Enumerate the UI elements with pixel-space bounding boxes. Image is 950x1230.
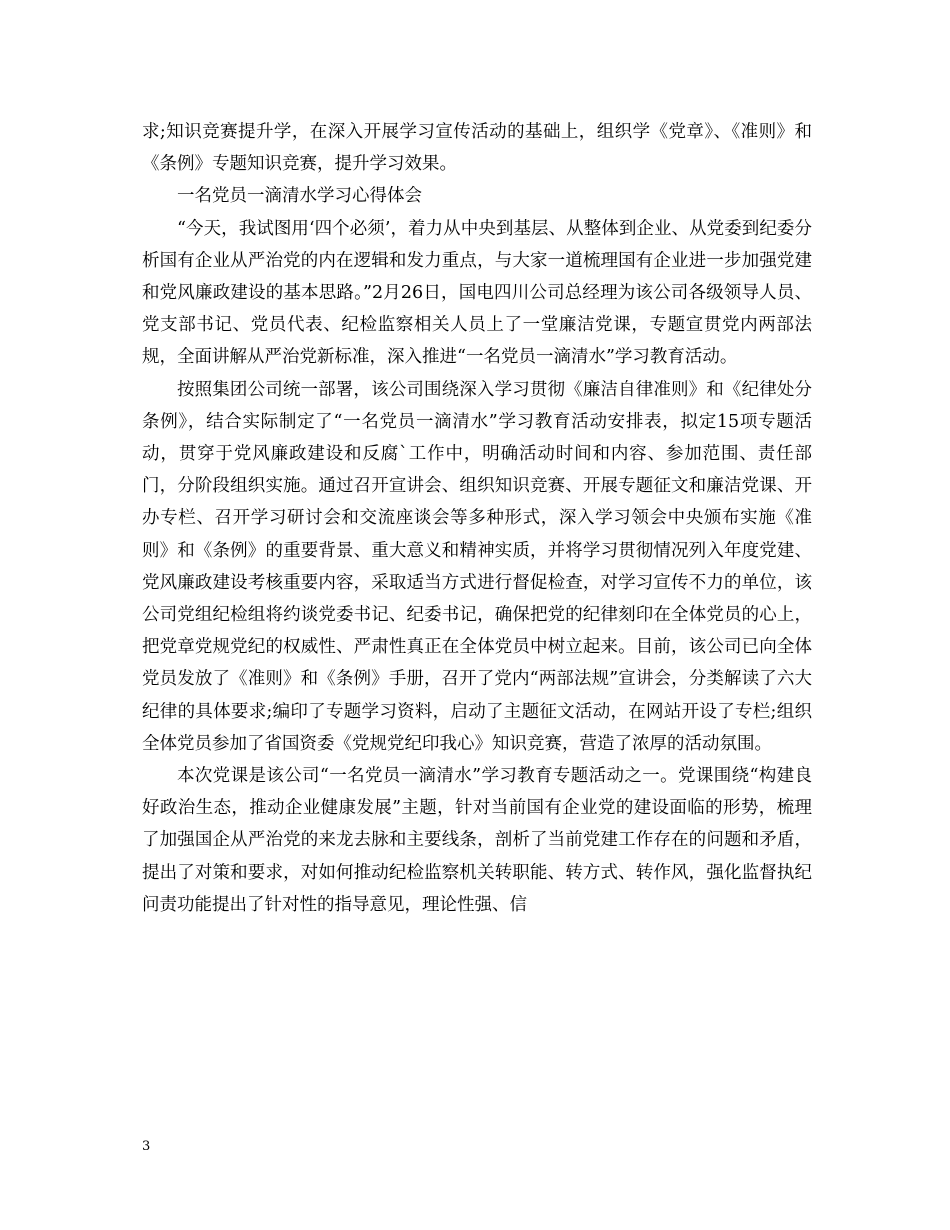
- section-heading: 一名党员一滴清水学习心得体会: [177, 186, 422, 207]
- page-number: 3: [142, 1139, 151, 1154]
- document-body: [142, 116, 812, 921]
- paragraph-continuation: 求;知识竞赛提升学，在深入开展学习宣传活动的基础上，组织学《党章》、《准则》和《条例》专题知识竞赛，提升学习效果。: [142, 122, 812, 175]
- paragraph-party-lesson: 本次党课是该公司“一名党员一滴清水”学习教育专题活动之一。党课围绕“构建良好政治生态，推动企业健康发展”主题，针对当前国有企业党的建设面临的形势，梳理了加强国企从严治党的来龙去脉和主要线条，剖析了当前党建工作存在的问题和矛盾，提出了对策和要求，对如何推动纪检监察机关转职能、转方式、转作风，强化监督执纪问责功能提出了针对性的指导意见，理论性强、信: [142, 766, 812, 915]
- paragraph-deployment: 按照集团公司统一部署，该公司围绕深入学习贯彻《廉洁自律准则》和《纪律处分条例》，结合实际制定了“一名党员一滴清水”学习教育活动安排表，拟定15项专题活动，贯穿于党风廉政建设和反腐`工作中，明确活动时间和内容、参加范围、责任部门，分阶段组织实施。通过召开宣讲会、组织知识竞赛、开展专题征文和廉洁党课、开办专栏、召开学习研讨会和交流座谈会等多种形式，深入学习领会中央颁布实施《准则》和《条例》的重要背景、重大意义和精神实质，并将学习贯彻情况列入年度党建、党风廉政建设考核重要内容，采取适当方式进行督促检查，对学习宣传不力的单位，该公司党组纪检组将约谈党委书记、纪委书记，确保把党的纪律刻印在全体党员的心上，把党章党规党纪的权威性、严肃性真正在全体党员中树立起来。目前，该公司已向全体党员发放了《准则》和《条例》手册，召开了党内“两部法规”宣讲会，分类解读了六大纪律的具体要求;编印了专题学习资料，启动了主题征文活动，在网站开设了专栏;组织全体党员参加了省国资委《党规党纪印我心》知识竞赛，营造了浓厚的活动氛围。: [142, 379, 812, 754]
- paragraph-quote-intro: “今天，我试图用‘四个必须’，着力从中央到基层、从整体到企业、从党委到纪委分析国有企业从严治党的内在逻辑和发力重点，与大家一道梳理国有企业进一步加强党建和党风廉政建设的基本思路。”2月26日，国电四川公司总经理为该公司各级领导人员、党支部书记、党员代表、纪检监察相关人员上了一堂廉洁党课，专题宣贯党内两部法规，全面讲解从严治党新标准，深入推进“一名党员一滴清水”学习教育活动。: [142, 218, 812, 368]
